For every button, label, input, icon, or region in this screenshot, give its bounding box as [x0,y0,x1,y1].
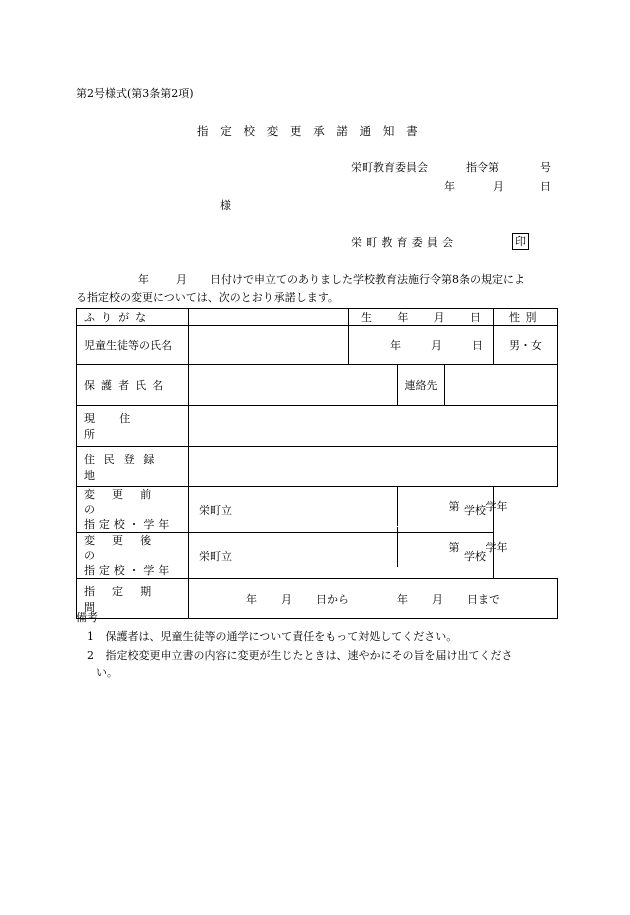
issuing-board: 栄町教育委員会 [351,161,428,174]
birth-day: 日 [472,339,483,352]
period-from-month: 月 [281,592,292,606]
document-title: 指定校変更承諾通知書 [197,124,430,138]
grade-after-suffix: 学年 [485,541,508,554]
furigana-row [77,309,558,326]
school-after-suffix: 学校 [464,549,486,563]
school-before-town: 栄町立 [199,503,232,517]
note-1-text: 保護者は、児童生徒等の通学について責任をもって対処してください。 [105,630,458,643]
birth-label-2: 年 [397,311,409,324]
birth-label-4: 日 [469,311,481,324]
birth-month: 月 [431,339,442,352]
guardian-label: 保護者氏名 [84,379,170,392]
contact-cell[interactable] [398,365,558,406]
furigana-label-cell [77,309,189,326]
birth-label-1: 生 [361,311,372,324]
registered-address-input[interactable] [189,447,558,487]
note-2-number: 2 [87,649,94,662]
period-from-day: 日から [316,592,349,606]
grade-before-suffix: 学年 [485,500,508,513]
furigana-text: ふりがな [84,311,153,324]
school-after-town: 栄町立 [199,549,232,563]
address-row [77,406,558,447]
furigana-input[interactable] [189,309,349,326]
notes-heading: 備考 [76,611,98,624]
order-number-prefix: 指令第 [466,161,499,174]
note-item-2 [87,648,513,663]
school-before-label-line2: 指定校・学年 [84,518,174,531]
address-input[interactable] [189,406,558,447]
contact-label: 連絡先 [404,379,438,392]
note-item-1 [87,629,457,644]
grade-before-box[interactable] [397,486,558,526]
form-number: 第2号様式(第3条第2項) [76,87,194,100]
body-date-month: 月 [176,273,187,286]
sex-label: 性別 [509,311,542,324]
note-2-text: 指定校変更申立書の内容に変更が生じたときは、速やかにその旨を届け出てくださ [105,649,513,662]
furigana-label [77,309,188,325]
sex-options: 男・女 [509,339,542,352]
grade-before-prefix: 第 [448,500,460,513]
body-date-year: 年 [138,273,149,286]
registered-address-label: 住民登録地 [84,452,164,482]
school-after-label-line1: 変更後の [84,534,169,562]
birth-year: 年 [390,339,401,352]
school-before-label-line1: 変更前の [84,488,169,516]
birth-label-3: 月 [433,311,445,324]
guardian-name-input[interactable] [189,365,398,406]
issue-date-day: 日 [540,180,551,193]
period-label: 指定期間 [84,584,169,614]
period-input[interactable] [189,579,558,619]
seal-mark [512,233,529,250]
note-item-2-continued: い。 [96,666,118,679]
address-label: 現住所 [84,412,155,441]
grade-after-prefix: 第 [448,541,460,554]
guardian-row [77,365,558,406]
seal-stamp: 印 [512,233,529,250]
school-before-label-cell [77,487,189,533]
approval-form-table [76,308,558,619]
school-after-label-line2: 指定校・学年 [84,564,174,577]
order-number-suffix: 号 [540,161,551,174]
contact-input[interactable] [445,365,557,405]
sex-label-cell [494,309,558,326]
birthdate-label-cell [349,309,494,326]
child-name-input[interactable] [189,326,349,365]
note-1-number: 1 [87,630,94,643]
body-text-line2: る指定校の変更については、次のとおり承諾します。 [76,291,339,304]
issue-date-year: 年 [444,180,455,193]
registered-address-row [77,447,558,487]
period-row [77,579,558,619]
sender-name: 栄町教育委員会 [351,236,458,249]
addressee-suffix: 様 [220,199,231,212]
contact-label-box [398,365,445,405]
period-to-year: 年 [397,592,408,606]
body-text-line1: 日付けで申立てのありました学校教育法施行令第8条の規定によ [210,273,525,286]
registered-address-label-cell [77,447,189,487]
child-name-label: 児童生徒等の氏名 [84,339,172,352]
address-label-cell [77,406,189,447]
birthdate-input[interactable] [349,326,494,365]
period-to-month: 月 [432,592,443,606]
period-from-year: 年 [246,592,257,606]
school-after-label-cell [77,533,189,579]
grade-after-box[interactable] [397,527,558,567]
guardian-label-cell [77,365,189,406]
school-before-suffix: 学校 [464,503,486,517]
child-name-row [77,326,558,365]
period-to-day: 日まで [467,592,500,606]
child-name-label-cell [77,326,189,365]
issue-date-month: 月 [493,180,504,193]
sex-selector[interactable] [494,326,558,365]
